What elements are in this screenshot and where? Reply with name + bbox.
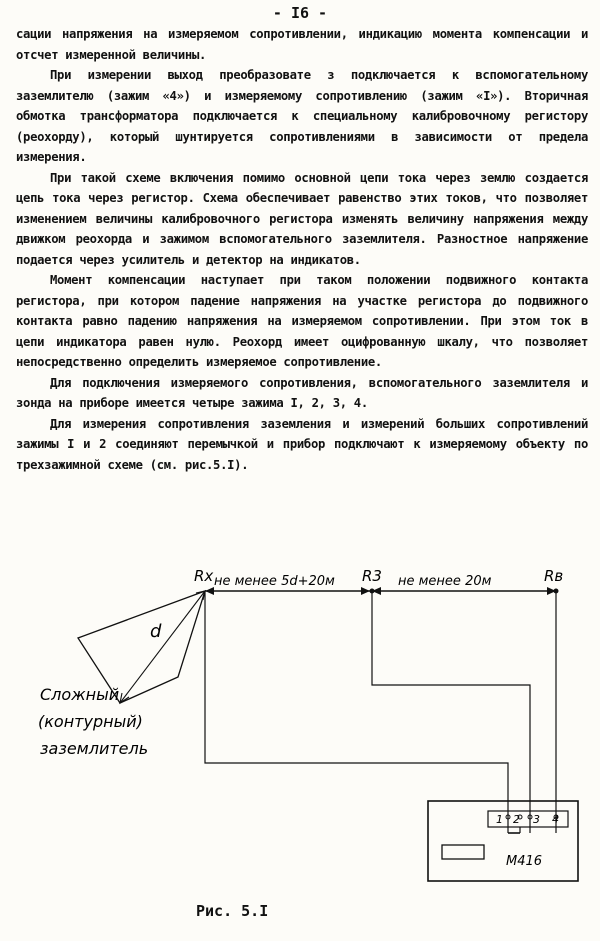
diagonal-label: d bbox=[150, 621, 162, 642]
wiring-diagram bbox=[0, 555, 600, 941]
page-number: - I6 - bbox=[272, 4, 328, 22]
label-r3: R3 bbox=[362, 567, 382, 585]
paragraph-4: Момент компенсации наступает при таком положении подвижного контакта регистора, при котором падение напряжения на участке регистора до подвижного контакта равно падению напряжения на измеряемом сопротивлении. При этом ток в цепи индикатора равен нулю. Реохорд имеет оцифрованную шкалу, что позволяет непосредственно определить измеряемое сопротивление. bbox=[16, 273, 588, 369]
paragraph-3: При такой схеме включения помимо основной цепи тока через землю создается цепь тока через регистор. Схема обеспечивает равенство этих токов, что позволяет изменением величины калибровочного регистора изменять величину напряжения между движком реохорда и зажимом вспомогательного заземлителя. Разностное напряжение подается через усилитель и детектор на индикатов. bbox=[16, 170, 588, 267]
distance-label-2: не менее 20м bbox=[398, 574, 492, 589]
terminal-3: 3 bbox=[533, 813, 540, 826]
paragraph-2: При измерении выход преобразовате з подключается к вспомогательному заземлителю (зажим «4») и измеряемому сопротивлению (зажим «I»). Вторичная обмотка трансформатора подключается к специальному калибровочному регистору (реохорду), который шунтируется сопротивлениями в зависимости от предела измерения. bbox=[16, 68, 588, 164]
wire-rx-terminal bbox=[205, 591, 508, 833]
label-rb: Rв bbox=[544, 567, 564, 585]
figure-caption: Рис. 5.I bbox=[196, 902, 269, 920]
arrow-rx-right bbox=[205, 587, 214, 595]
arrow-r3-left bbox=[361, 587, 370, 595]
grounding-label-line-2: (контурный) bbox=[38, 712, 143, 731]
body-text bbox=[16, 24, 588, 475]
distance-label-1: не менее 5d+20м bbox=[214, 574, 335, 589]
grounding-label-line-3: заземлитель bbox=[40, 739, 149, 758]
wire-r3-terminal bbox=[372, 591, 530, 833]
terminal-4: 4 bbox=[552, 813, 559, 826]
device-name: М416 bbox=[506, 854, 543, 869]
paragraph-6: Для измерения сопротивления заземления и измерений больших сопротивлений зажимы I и 2 соединяют перемычкой и прибор подключают к измеряемому объекту по трехзажимной схеме (см. рис.5.I). bbox=[16, 416, 588, 472]
terminal-1: 1 bbox=[496, 813, 503, 826]
paragraph-1: сации напряжения на измеряемом сопротивлении, индикацию момента компенсации и отсчет измеренной величины. bbox=[16, 27, 588, 62]
grounding-label-line-1: Сложный bbox=[40, 685, 120, 704]
paragraph-5: Для подключения измеряемого сопротивления, вспомогательного заземлителя и зонда на приборе имеется четыре зажима I, 2, 3, 4. bbox=[16, 375, 588, 410]
wiring-diagram-svg bbox=[0, 555, 600, 941]
device-display-window bbox=[442, 845, 484, 859]
label-rx: Rx bbox=[194, 567, 214, 585]
diagonal-d-line bbox=[120, 591, 205, 703]
terminal-2: 2 bbox=[513, 813, 520, 826]
